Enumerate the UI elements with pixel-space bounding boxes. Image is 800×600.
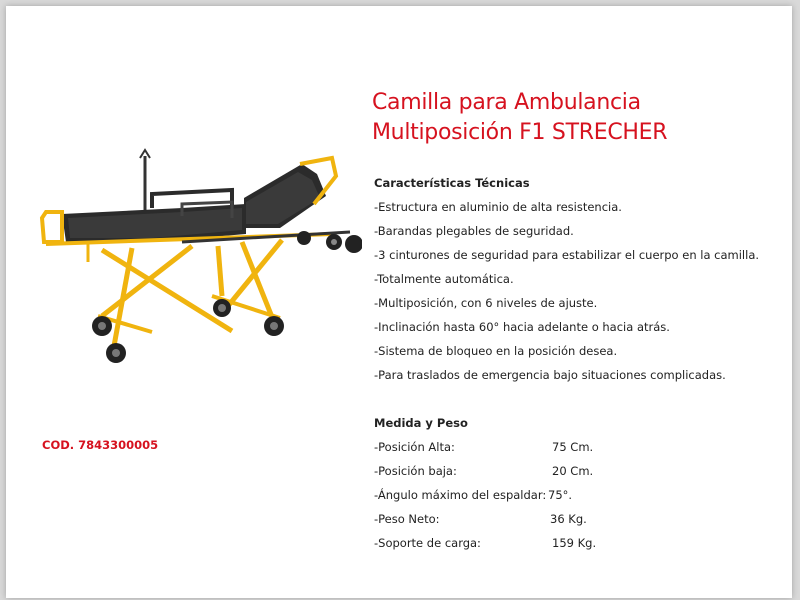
product-sheet [6,6,792,598]
feature-item: -Inclinación hasta 60° hacia adelante o hacia atrás. [374,320,670,334]
spec-value: 75°. [548,488,573,502]
spec-label: -Ángulo máximo del espaldar: [374,488,547,502]
stretcher-illustration [32,146,362,376]
spec-label: -Peso Neto: [374,512,440,526]
spec-value: 20 Cm. [552,464,594,478]
feature-item: -Barandas plegables de seguridad. [374,224,574,238]
spec-label: -Soporte de carga: [374,536,481,550]
feature-item: -Totalmente automática. [374,272,514,286]
spec-value: 36 Kg. [550,512,587,526]
product-title-line2: Multiposición F1 STRECHER [372,120,668,145]
feature-item: -Sistema de bloqueo en la posición desea. [374,344,618,358]
spec-label: -Posición Alta: [374,440,455,454]
product-title-line1: Camilla para Ambulancia [372,90,641,115]
product-code: COD. 7843300005 [42,438,159,452]
spec-value: 159 Kg. [552,536,597,550]
feature-item: -3 cinturones de seguridad para estabilizar el cuerpo en la camilla. [374,248,760,262]
features-heading: Características Técnicas [374,176,530,190]
specs-heading: Medida y Peso [374,416,468,430]
feature-item: -Para traslados de emergencia bajo situaciones complicadas. [374,368,726,382]
spec-value: 75 Cm. [552,440,594,454]
stretcher-image [32,146,362,376]
feature-item: -Estructura en aluminio de alta resistencia. [374,200,622,214]
spec-label: -Posición baja: [374,464,457,478]
product-title [372,88,667,148]
feature-item: -Multiposición, con 6 niveles de ajuste. [374,296,598,310]
